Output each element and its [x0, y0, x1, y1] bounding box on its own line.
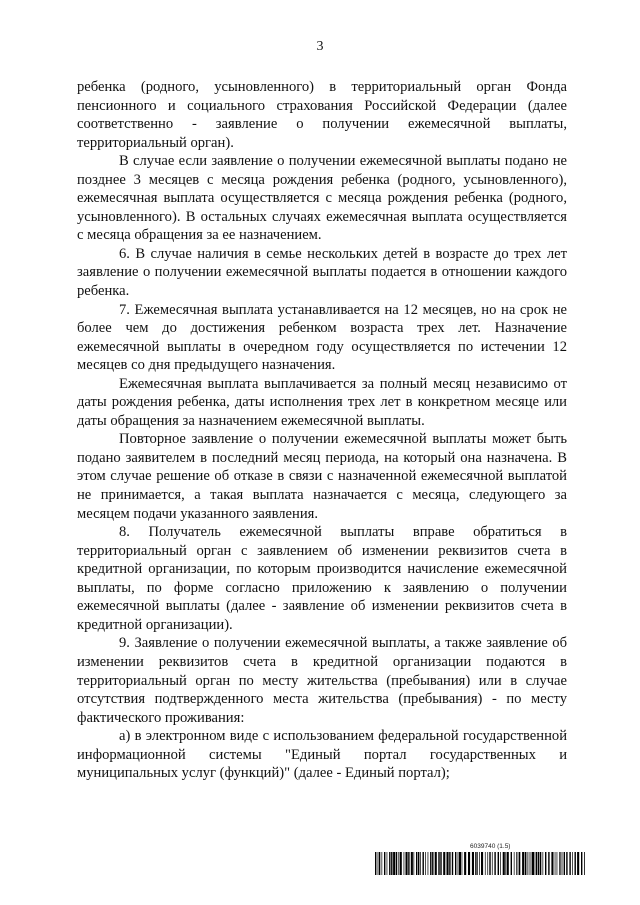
- barcode-image: [375, 852, 585, 875]
- paragraph: Ежемесячная выплата выплачивается за полный месяц независимо от даты рождения ребенка, даты исполнения трех лет в конкретном месяце или даты обращения за назначением ежемесячной выплаты.: [77, 375, 567, 429]
- page-number: 3: [316, 39, 324, 54]
- paragraph: 6. В случае наличия в семье нескольких детей в возрасте до трех лет заявление о получении ежемесячной выплаты подается в отношении каждого ребенка.: [77, 245, 567, 300]
- paragraph: 9. Заявление о получении ежемесячной выплаты, а также заявление об изменении реквизитов счета в кредитной организации подаются в территориальный орган по месту жительства (пребывания) или в случае отсутствия подтвержденного места жительства (пребывания) - по месту фактического проживания:: [77, 635, 567, 726]
- document-body: [77, 78, 567, 783]
- paragraph: 8. Получатель ежемесячной выплаты вправе обратиться в территориальный орган с заявлением об изменении реквизитов счета в кредитной организации, по которым производится начисление ежемесячной выплаты, по форме согласно приложению к заявлению о получении ежемесячной выплаты (далее - заявление об изменении реквизитов счета в кредитной организации).: [77, 524, 567, 633]
- paragraph: Повторное заявление о получении ежемесячной выплаты может быть подано заявителем в последний месяц периода, на который она назначена. В этом случае решение об отказе в связи с назначенной ежемесячной выплатой не принимается, а такая выплата назначается с месяца, следующего за месяцем подачи указанного заявления.: [77, 431, 567, 522]
- paragraph: ребенка (родного, усыновленного) в территориальный орган Фонда пенсионного и социального страхования Российской Федерации (далее соответственно - заявление о получении ежемесячной выплаты, территориальный орган).: [77, 79, 567, 151]
- barcode-id: 6039740 (1.5): [470, 843, 511, 850]
- paragraph: В случае если заявление о получении ежемесячной выплаты подано не позднее 3 месяцев с месяца рождения ребенка (родного, усыновленного), ежемесячная выплата осуществляется с месяца рождения ребенка (родного, усыновленного). В остальных случаях ежемесячная выплата осуществляется с месяца обращения за ее назначением.: [77, 153, 567, 244]
- paragraph: 7. Ежемесячная выплата устанавливается на 12 месяцев, но на срок не более чем до достижения ребенком возраста трех лет. Назначение ежемесячной выплаты в очередном году осуществляется по истечении 12 месяцев со дня предыдущего назначения.: [77, 301, 567, 374]
- paragraph: а) в электронном виде с использованием федеральной государственной информационной системы "Единый портал государственных и муниципальных услуг (функций)" (далее - Единый портал);: [77, 728, 567, 782]
